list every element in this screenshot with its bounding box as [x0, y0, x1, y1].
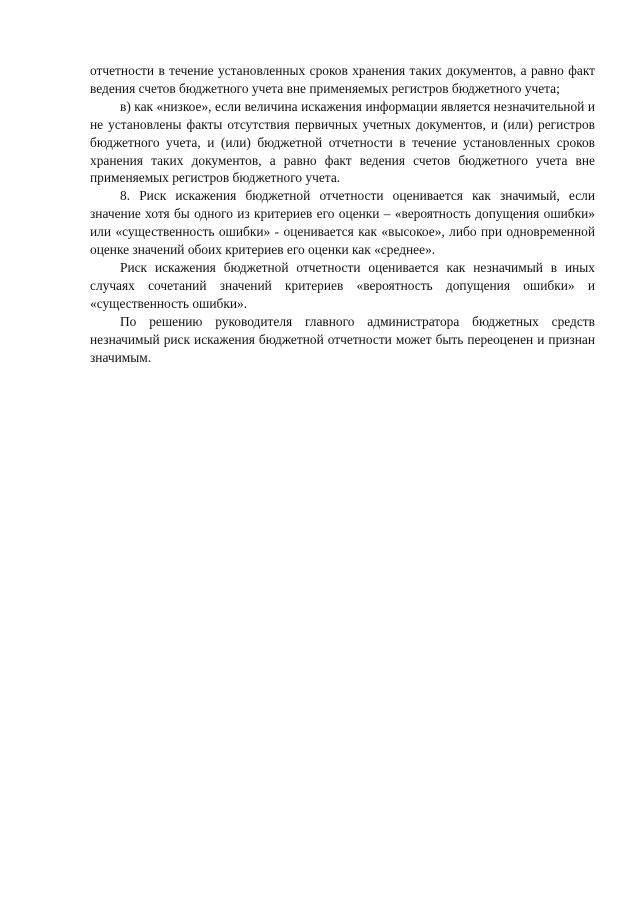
paragraph-item-8: 8. Риск искажения бюджетной отчетности оценивается как значимый, если значение хотя бы одного из критериев его оценки – «вероятность допущения ошибки» или «существенность ошибки» - оценивается как «высокое», либо при одновременной оценке значений обоих критериев его оценки как «среднее». [90, 188, 595, 258]
document-page [90, 62, 595, 366]
paragraph-reassessment: По решению руководителя главного администратора бюджетных средств незначимый риск искажения бюджетной отчетности может быть переоценен и признан значимым. [90, 313, 595, 365]
paragraph-item-v: в) как «низкое», если величина искажения информации является незначительной и не установлены факты отсутствия первичных учетных документов, и (или) регистров бюджетного учета, и (или) бюджетной отчетности в течение установленных сроков хранения таких документов, а равно факт ведения счетов бюджетного учета вне применяемых регистров бюджетного учета. [90, 98, 595, 186]
paragraph-continuation: отчетности в течение установленных сроков хранения таких документов, а равно факт ведения счетов бюджетного учета вне применяемых регистров бюджетного учета; [90, 63, 595, 96]
paragraph-insignificant-risk: Риск искажения бюджетной отчетности оценивается как незначимый в иных случаях сочетаний значений критериев «вероятность допущения ошибки» и «существенность ошибки». [90, 259, 595, 311]
